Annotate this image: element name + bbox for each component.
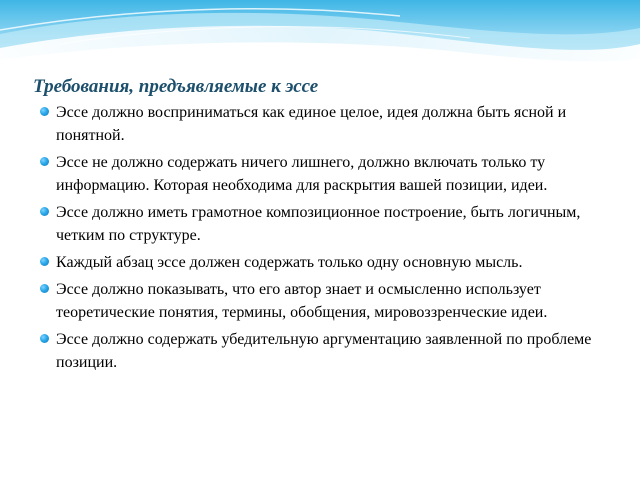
circle-bullet-icon [40,207,49,216]
circle-bullet-icon [40,107,49,116]
list-item [40,201,600,247]
list-item [40,328,600,374]
list-item [40,251,600,274]
requirements-list [40,101,600,378]
circle-bullet-icon [40,284,49,293]
circle-bullet-icon [40,257,49,266]
list-item [40,101,600,147]
list-item-text: Эссе не должно содержать ничего лишнего, должно включать только ту информацию. Которая необходима для раскрытия вашей позиции, идеи. [56,154,548,194]
circle-bullet-icon [40,157,49,166]
list-item-text: Эссе должно иметь грамотное композиционное построение, быть логичным, четким по структуре. [56,204,581,244]
list-item-text: Эссе должно восприниматься как единое целое, идея должна быть ясной и понятной. [56,104,567,144]
list-item-text: Эссе должно показывать, что его автор знает и осмысленно использует теоретические понятия, термины, обобщения, мировоззренческие идеи. [56,281,548,321]
list-item-text: Каждый абзац эссе должен содержать только одну основную мысль. [56,254,523,271]
list-item [40,278,600,324]
slide-title: Требования, предъявляемые к эссе [33,76,319,97]
circle-bullet-icon [40,334,49,343]
wave-header-decoration [0,0,640,80]
list-item [40,151,600,197]
list-item-text: Эссе должно содержать убедительную аргументацию заявленной по проблеме позиции. [56,331,592,371]
